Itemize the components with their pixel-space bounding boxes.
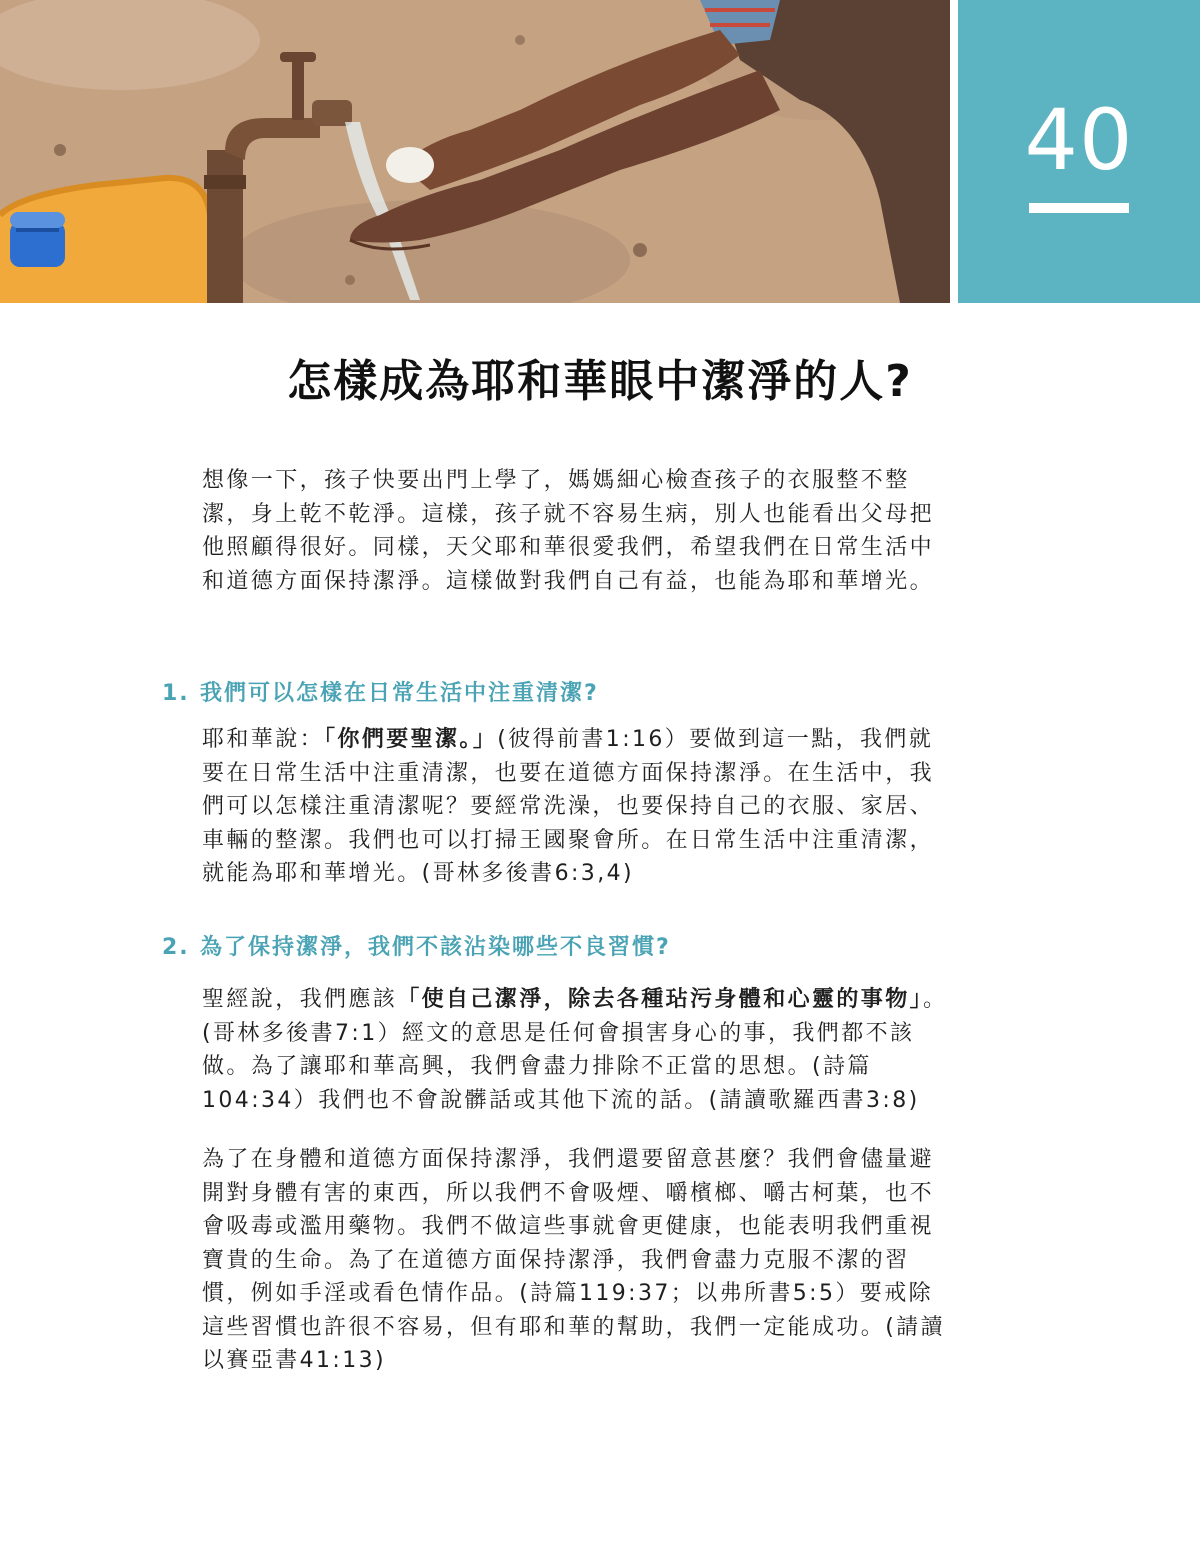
question-1-text: 我們可以怎樣在日常生活中注重清潔?	[200, 681, 599, 706]
paragraph-body: (彼得前書1:16）要做到這一點，我們就要在日常生活中注重清潔，也要在道德方面保持潔淨。在生活中，我們可以怎樣注重清潔呢？要經常洗澡，也要保持自己的衣服、家居、車輛的整潔。我們也可以打掃王國聚會所。在日常生活中注重清潔，就能為耶和華增光。(哥林多後書6:3,4)	[202, 727, 935, 886]
page-title: 怎樣成為耶和華眼中潔淨的人?	[287, 356, 913, 407]
question-2-text: 為了保持潔淨，我們不該沾染哪些不良習慣?	[200, 935, 671, 960]
question-2-paragraph-1	[202, 983, 952, 1117]
paragraph-body: 為了在身體和道德方面保持潔淨，我們還要留意甚麼？我們會儘量避開對身體有害的東西，所以我們不會吸煙、嚼檳榔、嚼古柯葉，也不會吸毒或濫用藥物。我們不做這些事就會更健康，也能表明我們重視寶貴的生命。為了在道德方面保持潔淨，我們會盡力克服不潔的習慣，例如手淫或看色情作品。(詩篇119:37；以弗所書5:5）要戒除這些習慣也許很不容易，但有耶和華的幫助，我們一定能成功。(請讀以賽亞書41:13)	[202, 1147, 945, 1373]
question-1-paragraph	[202, 723, 952, 891]
scripture-quote: 「你們要聖潔。」	[324, 727, 498, 752]
hero-photo	[0, 0, 950, 303]
intro-paragraph: 想像一下，孩子快要出門上學了，媽媽細心檢查孩子的衣服整不整潔，身上乾不乾淨。這樣，孩子就不容易生病，別人也能看出父母把他照顧得很好。同樣，天父耶和華很愛我們，希望我們在日常生活中和道德方面保持潔淨。這樣做對我們自己有益，也能為耶和華增光。	[202, 468, 935, 594]
lesson-number: 40	[1024, 91, 1134, 189]
question-1-heading	[162, 679, 952, 709]
paragraph-lead: 耶和華說：	[202, 727, 325, 752]
lesson-number-underline	[1029, 203, 1129, 213]
question-1-number: 1.	[162, 681, 190, 706]
question-2-paragraph-2	[202, 1143, 952, 1378]
question-2-heading	[162, 933, 952, 963]
scripture-quote: 「使自己潔淨，除去各種玷污身體和心靈的事物」	[397, 987, 924, 1012]
lesson-number-panel	[958, 0, 1200, 303]
paragraph-lead: 聖經說，我們應該	[202, 987, 398, 1012]
paragraph-body: 。(哥林多後書7:1）經文的意思是任何會損害身心的事，我們都不該做。為了讓耶和華高興，我們會盡力排除不正當的思想。(詩篇104:34）我們也不會說髒話或其他下流的話。(請讀歌羅西書3:8)	[202, 987, 948, 1113]
question-2-number: 2.	[162, 935, 190, 960]
hand-washing-photo-icon	[0, 0, 950, 303]
